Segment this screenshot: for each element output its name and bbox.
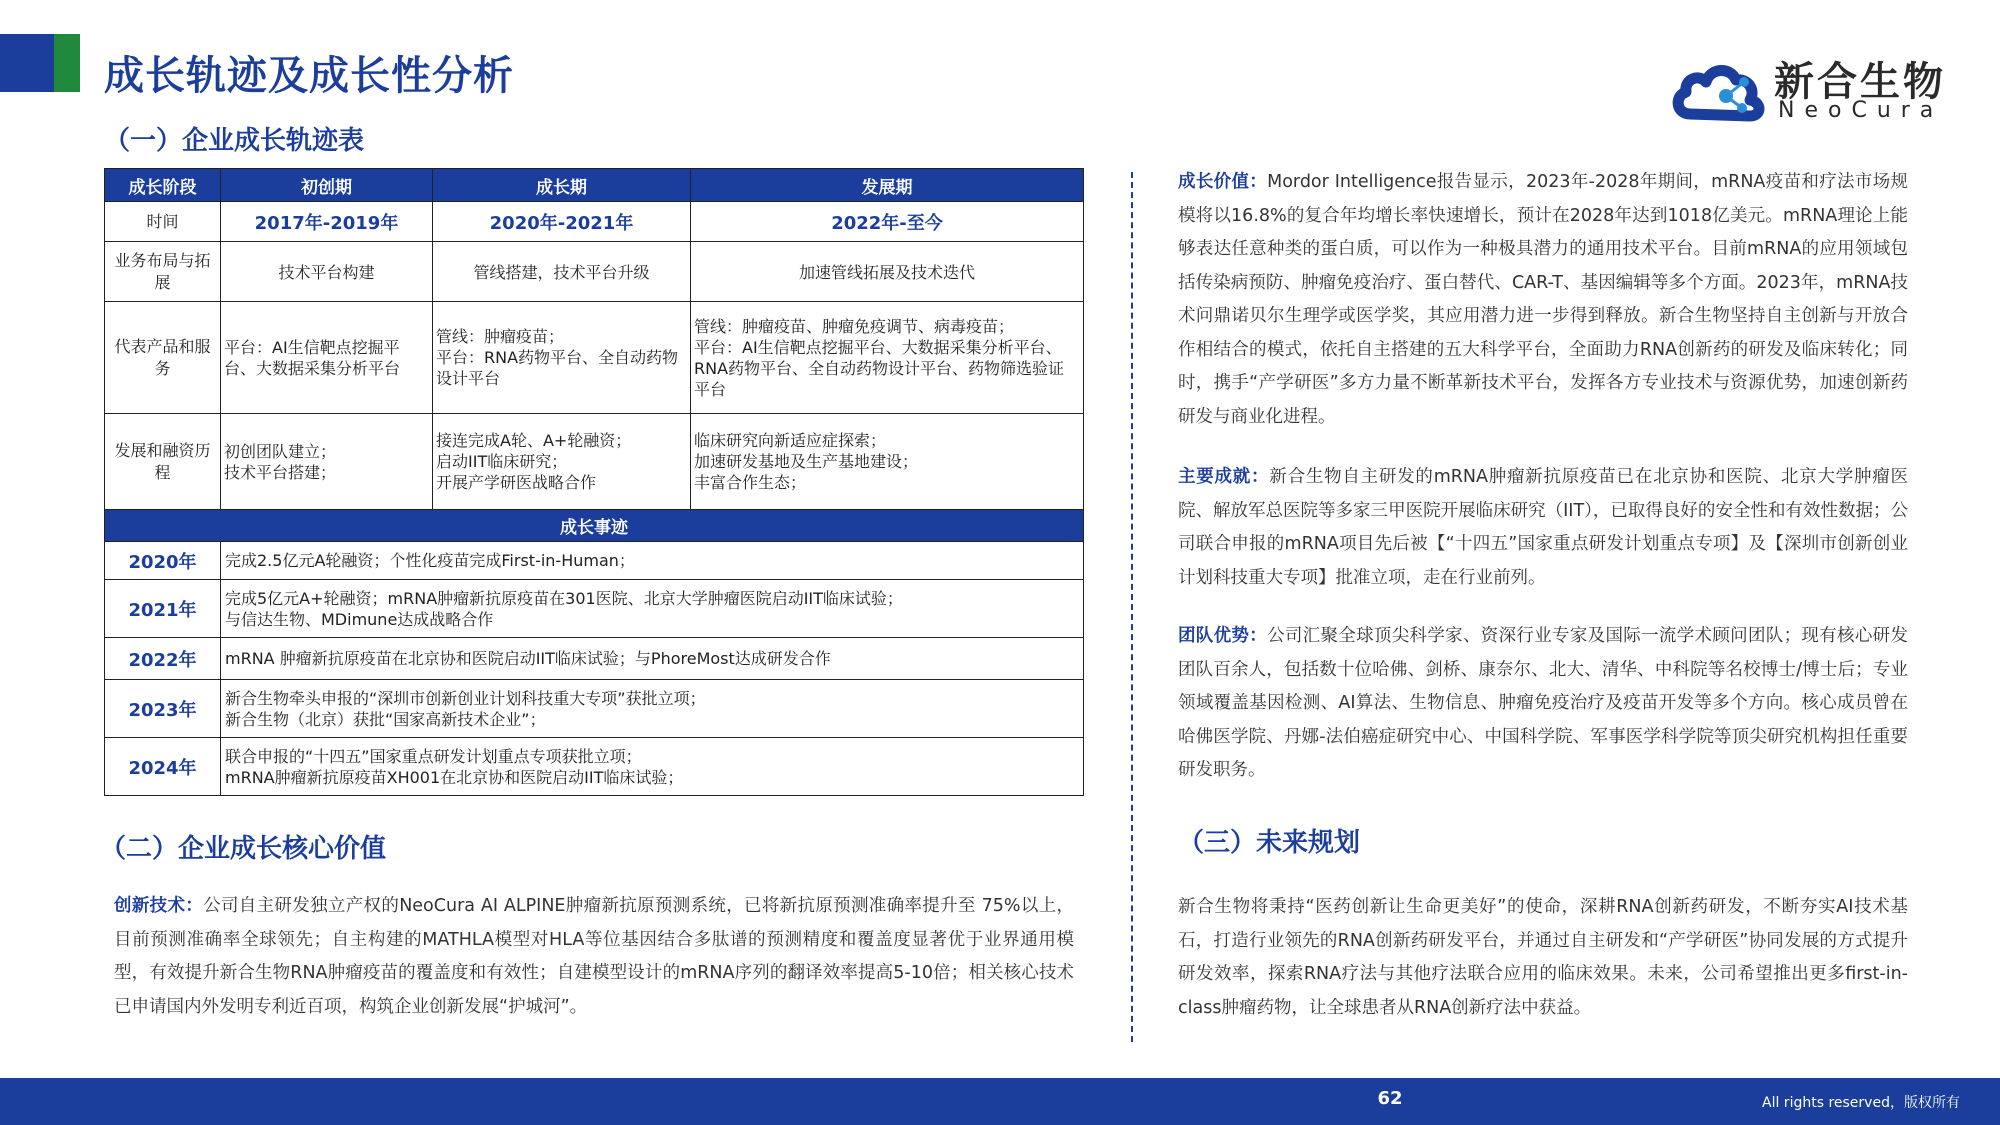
innovation-paragraph bbox=[114, 890, 1074, 1024]
team-lead: 团队优势： bbox=[1178, 626, 1268, 646]
table-cell: 2017年-2019年 bbox=[221, 202, 433, 242]
innovation-text: 公司自主研发独立产权的NeoCura AI ALPINE肿瘤新抗原预测系统，已将新抗原预测准确率提升至 75%以上，目前预测准确率全球领先；自主构建的MATHLA模型对HLA等位基因结合多肽谱的预测精度和覆盖度显著优于业界通用模型，有效提升新合生物RNA肿瘤疫苗的覆盖度和有效性；自建模型设计的mRNA序列的翻译效率提高5-10倍；相关核心技术已申请国内外发明专利近百项，构筑企业创新发展“护城河”。 bbox=[114, 896, 1075, 1017]
table-cell: 初创团队建立； 技术平台搭建； bbox=[221, 414, 433, 510]
header-accent-green bbox=[54, 34, 80, 92]
table-row-event bbox=[105, 738, 1084, 796]
table-row-event bbox=[105, 680, 1084, 738]
table-row-products bbox=[105, 302, 1084, 414]
table-row-event bbox=[105, 580, 1084, 638]
achievement-text: 新合生物自主研发的mRNA肿瘤新抗原疫苗已在北京协和医院、北京大学肿瘤医院、解放军总医院等多家三甲医院开展临床研究（IIT），已取得良好的安全性和有效性数据；公司联合申报的mRNA项目先后被【“十四五”国家重点研发计划重点专项】及【深圳市创新创业计划科技重大专项】批准立项，走在行业前列。 bbox=[1178, 467, 1908, 588]
row-label: 代表产品和服务 bbox=[105, 302, 221, 414]
section-title-core-value: （二）企业成长核心价值 bbox=[100, 834, 387, 864]
achievement-paragraph bbox=[1178, 461, 1908, 595]
table-cell: 管线：肿瘤疫苗； 平台：RNA药物平台、全自动药物设计平台 bbox=[433, 302, 691, 414]
team-text: 公司汇聚全球顶尖科学家、资深行业专家及国际一流学术顾问团队；现有核心研发团队百余人，包括数十位哈佛、剑桥、康奈尔、北大、清华、中科院等名校博士/博士后；专业领域覆盖基因检测、AI算法、生物信息、肿瘤免疫治疗及疫苗开发等多个方向。核心成员曾在哈佛医学院、丹娜-法伯癌症研究中心、中国科学院、军事医学科学院等顶尖研究机构担任重要研发职务。 bbox=[1178, 626, 1908, 780]
table-cell: 接连完成A轮、A+轮融资； 启动IIT临床研究； 开展产学研医战略合作 bbox=[433, 414, 691, 510]
table-header: 发展期 bbox=[691, 169, 1084, 202]
future-paragraph: 新合生物将秉持“医药创新让生命更美好”的使命，深耕RNA创新药研发，不断夯实AI技术基石，打造行业领先的RNA创新药研发平台，并通过自主研发和“产学研医”协同发展的方式提升研发效率，探索RNA疗法与其他疗法联合应用的临床效果。未来，公司希望推出更多first-in-class肿瘤药物，让全球患者从RNA创新疗法中获益。 bbox=[1178, 897, 1908, 1018]
event-text: 完成5亿元A+轮融资；mRNA肿瘤新抗原疫苗在301医院、北京大学肿瘤医院启动IIT临床试验； 与信达生物、MDimune达成战略合作 bbox=[221, 580, 1084, 638]
table-header: 成长期 bbox=[433, 169, 691, 202]
copyright-text: All rights reserved，版权所有 bbox=[1762, 1095, 1960, 1111]
growth-trajectory-table bbox=[104, 168, 1084, 796]
table-row-event bbox=[105, 542, 1084, 580]
event-year: 2024年 bbox=[105, 738, 221, 796]
table-row-event bbox=[105, 638, 1084, 680]
company-logo bbox=[1670, 50, 1950, 130]
event-text: 完成2.5亿元A轮融资；个性化疫苗完成First-in-Human； bbox=[221, 542, 1084, 580]
page-number: 62 bbox=[1377, 1088, 1403, 1109]
logo-name-en: NeoCura bbox=[1778, 98, 1944, 123]
event-year: 2023年 bbox=[105, 680, 221, 738]
growth-value-paragraph bbox=[1178, 166, 1908, 434]
table-cell: 加速管线拓展及技术迭代 bbox=[691, 242, 1084, 302]
column-divider bbox=[1131, 172, 1133, 1042]
events-header-row bbox=[105, 510, 1084, 542]
table-row-business bbox=[105, 242, 1084, 302]
table-row-financing bbox=[105, 414, 1084, 510]
table-header: 初创期 bbox=[221, 169, 433, 202]
event-text: mRNA 肿瘤新抗原疫苗在北京协和医院启动IIT临床试验；与PhoreMost达成研发合作 bbox=[221, 638, 1084, 680]
table-cell: 临床研究向新适应症探索； 加速研发基地及生产基地建设； 丰富合作生态； bbox=[691, 414, 1084, 510]
row-label: 业务布局与拓展 bbox=[105, 242, 221, 302]
table-row-time bbox=[105, 202, 1084, 242]
footer-bar bbox=[0, 1078, 2000, 1125]
events-header: 成长事迹 bbox=[105, 510, 1084, 542]
table-cell: 2022年-至今 bbox=[691, 202, 1084, 242]
table-cell: 2020年-2021年 bbox=[433, 202, 691, 242]
team-paragraph bbox=[1178, 620, 1908, 788]
logo-name-cn: 新合生物 bbox=[1774, 59, 1946, 105]
innovation-lead: 创新技术： bbox=[114, 896, 204, 916]
cloud-logo-icon bbox=[1670, 52, 1770, 124]
table-header-row bbox=[105, 169, 1084, 202]
event-year: 2022年 bbox=[105, 638, 221, 680]
section-title-trajectory: （一）企业成长轨迹表 bbox=[104, 126, 365, 156]
event-text: 联合申报的“十四五”国家重点研发计划重点专项获批立项； mRNA肿瘤新抗原疫苗XH001在北京协和医院启动IIT临床试验； bbox=[221, 738, 1084, 796]
page-title: 成长轨迹及成长性分析 bbox=[104, 53, 514, 99]
growth-value-lead: 成长价值： bbox=[1178, 172, 1268, 192]
table-cell: 管线搭建，技术平台升级 bbox=[433, 242, 691, 302]
row-label: 时间 bbox=[105, 202, 221, 242]
section-title-future: （三）未来规划 bbox=[1178, 828, 1361, 858]
achievement-lead: 主要成就： bbox=[1178, 467, 1270, 487]
table-cell: 技术平台构建 bbox=[221, 242, 433, 302]
header-accent-blue bbox=[0, 34, 54, 92]
table-header: 成长阶段 bbox=[105, 169, 221, 202]
event-text: 新合生物牵头申报的“深圳市创新创业计划科技重大专项”获批立项； 新合生物（北京）获批“国家高新技术企业”； bbox=[221, 680, 1084, 738]
table-cell: 平台：AI生信靶点挖掘平台、大数据采集分析平台 bbox=[221, 302, 433, 414]
table-cell: 管线：肿瘤疫苗、肿瘤免疫调节、病毒疫苗； 平台：AI生信靶点挖掘平台、大数据采集分析平台、RNA药物平台、全自动药物设计平台、药物筛选验证平台 bbox=[691, 302, 1084, 414]
event-year: 2020年 bbox=[105, 542, 221, 580]
event-year: 2021年 bbox=[105, 580, 221, 638]
row-label: 发展和融资历程 bbox=[105, 414, 221, 510]
growth-value-text: Mordor Intelligence报告显示，2023年-2028年期间，mRNA疫苗和疗法市场规模将以16.8%的复合年均增长率快速增长，预计在2028年达到1018亿美元。mRNA理论上能够表达任意种类的蛋白质，可以作为一种极具潜力的通用技术平台。目前mRNA的应用领域包括传染病预防、肿瘤免疫治疗、蛋白替代、CAR-T、基因编辑等多个方面。2023年，mRNA技术问鼎诺贝尔生理学或医学奖，其应用潜力进一步得到释放。新合生物坚持自主创新与开放合作相结合的模式，依托自主搭建的五大科学平台，全面助力RNA创新药的研发及临床转化；同时，携手“产学研医”多方力量不断革新技术平台，发挥各方专业技术与资源优势，加速创新药研发与商业化进程。 bbox=[1178, 172, 1908, 427]
